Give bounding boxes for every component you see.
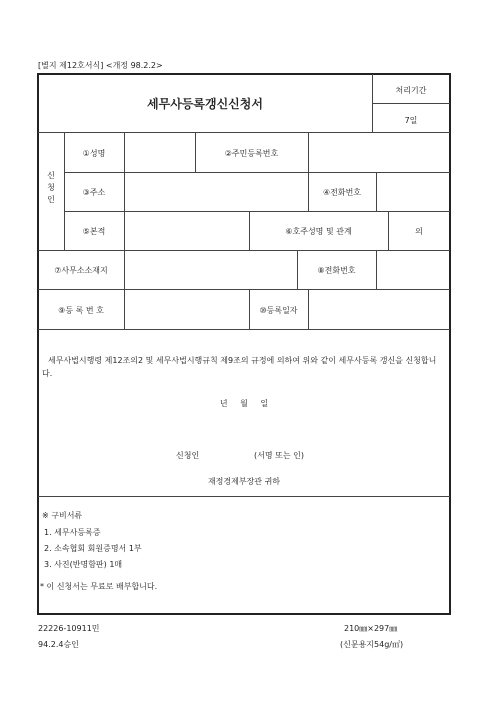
address-field[interactable] — [125, 173, 307, 210]
phone2-field[interactable] — [377, 251, 449, 288]
phone1-field[interactable] — [377, 173, 449, 210]
phone1-label: ④전화번호 — [322, 188, 362, 197]
paper-size: 210㎜×297㎜ — [344, 624, 398, 633]
declaration-text: 세무사법시행령 제12조의2 및 세무사법시행규칙 제9조의 규정에 의하여 위와 같이 세무사등록 갱신을 신청합니다. — [42, 356, 437, 378]
resident-no-label: ②주민등록번호 — [224, 149, 279, 158]
sign-note: (서명 또는 인) — [254, 451, 304, 460]
name-field[interactable] — [125, 133, 194, 171]
household-label: ⑥호주성명 및 관계 — [285, 227, 352, 236]
docs-item-1: 1. 세무사등록증 — [44, 528, 101, 537]
docs-item-3: 3. 사진(반명함판) 1매 — [44, 560, 123, 569]
free-distribution-note: * 이 신청서는 무료로 배부합니다. — [40, 582, 158, 591]
resident-no-field[interactable] — [309, 133, 449, 171]
name-label: ①성명 — [82, 149, 106, 158]
docs-heading: ※ 구비서류 — [42, 511, 83, 520]
footer-approval: 94.2.4승인 — [38, 640, 79, 649]
footer-code: 22226-10911민 — [38, 624, 100, 633]
docs-item-2: 2. 소속협회 회원증명서 1부 — [44, 544, 142, 553]
form-title: 세무사등록갱신신청서 — [147, 97, 263, 111]
processing-period-label: 처리기간 — [395, 86, 427, 95]
office-location-field[interactable] — [125, 251, 296, 288]
date-line: 년 월 일 — [219, 399, 269, 408]
household-suffix: 의 — [415, 227, 423, 236]
office-location-label: ⑦사무소소재지 — [54, 266, 108, 275]
form-number-note: [별지 제12호서식] <개정 98.2.2> — [38, 61, 163, 70]
applicant-sign-label: 신청인 — [176, 451, 200, 460]
reg-date-field[interactable] — [309, 290, 449, 328]
address-label: ③주소 — [82, 188, 106, 197]
reg-date-label: ⑩등록일자 — [259, 306, 298, 315]
paper-type: (신문용지54g/㎡) — [340, 640, 404, 649]
reg-no-field[interactable] — [125, 290, 248, 328]
domicile-field[interactable] — [125, 212, 248, 249]
applicant-label: 신 청 인 — [47, 171, 55, 204]
processing-period-value: 7일 — [404, 116, 418, 125]
reg-no-label: ⑨등 록 번 호 — [58, 306, 104, 315]
phone2-label: ⑧전화번호 — [317, 266, 356, 275]
domicile-label: ⑤본적 — [82, 227, 106, 236]
addressee: 재정경제부장관 귀하 — [207, 477, 281, 486]
